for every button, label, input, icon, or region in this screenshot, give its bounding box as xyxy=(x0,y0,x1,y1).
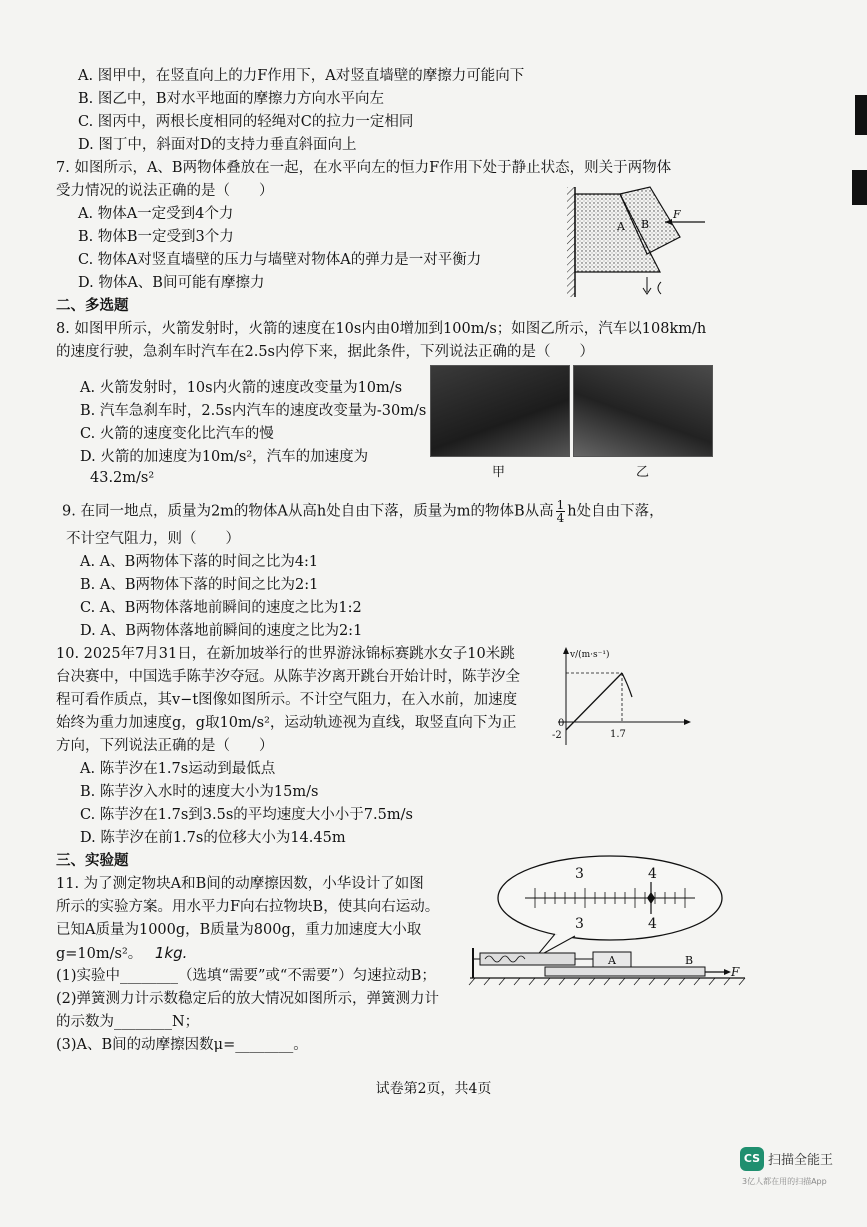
camscanner-logo: CS xyxy=(740,1147,764,1171)
q9-stem-text: 9. 在同一地点，质量为2m的物体A从高h处自由下落，质量为m的物体B从高 xyxy=(62,503,554,520)
q10-stem-line2: 台决赛中，中国选手陈芋汐夺冠。从陈芋汐离开跳台开始计时，陈芋汐全 xyxy=(56,669,520,685)
q7-figure xyxy=(565,182,715,300)
q9-fraction xyxy=(556,499,566,524)
q10-y-tick-label: -2 xyxy=(552,730,562,741)
q8-stem-line1: 8. 如图甲所示，火箭发射时，火箭的速度在10s内由0增加到100m/s；如图乙所示，汽车以108km/h xyxy=(56,321,707,337)
q10-stem-line1: 10. 2025年7月31日，在新加坡举行的世界游泳锦标赛跳水女子10米跳 xyxy=(56,646,515,662)
q10-stem-line3: 程可看作质点，其v−t图像如图所示。不计空气阻力，在入水前，加速度 xyxy=(56,692,518,708)
q9-stem-line1 xyxy=(62,499,664,524)
q10-stem-line4: 始终为重力加速度g，g取10m/s²，运动轨迹视为直线，取竖直向下为正 xyxy=(56,715,517,731)
q9-option-d: D. A、B两物体落地前瞬间的速度之比为2:1 xyxy=(80,623,363,639)
q8-caption-right: 乙 xyxy=(636,465,650,480)
q11-scale-bot-right: 4 xyxy=(648,916,657,932)
q9-option-c: C. A、B两物体落地前瞬间的速度之比为1:2 xyxy=(80,600,362,616)
q7-label-b: B xyxy=(641,218,650,231)
q9-stem-text-end: h处自由下落， xyxy=(567,503,664,520)
camscanner-name: 扫描全能王 xyxy=(768,1153,834,1168)
q7-label-a: A xyxy=(617,220,625,233)
q6-option-c: C. 图丙中，两根长度相同的轻绳对C的拉力一定相同 xyxy=(78,114,414,130)
q11-subquestion-1: (1)实验中________（选填“需要”或“不需要”）匀速拉动B； xyxy=(56,968,436,984)
q11-gravity-text: g=10m/s²。 xyxy=(56,946,143,962)
q10-option-a: A. 陈芋汐在1.7s运动到最低点 xyxy=(80,761,276,777)
q11-stem-line3: 已知A质量为1000g，B质量为800g，重力加速度大小取 xyxy=(56,922,422,938)
q8-rocket-photo xyxy=(430,365,570,457)
q6-option-d: D. 图丁中，斜面对D的支持力垂直斜面向上 xyxy=(78,137,357,153)
q8-option-b: B. 汽车急刹车时，2.5s内汽车的速度改变量为-30m/s xyxy=(80,403,427,419)
q11-label-a: A xyxy=(608,954,616,967)
q7-option-c: C. 物体A对竖直墙壁的压力与墙壁对物体A的弹力是一对平衡力 xyxy=(78,252,482,268)
q11-subquestion-2: (2)弹簧测力计示数稳定后的放大情况如图所示，弹簧测力计 xyxy=(56,991,440,1007)
q8-car-photo xyxy=(573,365,713,457)
q10-stem-line5: 方向，下列说法正确的是（ ） xyxy=(56,738,274,754)
q11-stem-line4 xyxy=(56,943,187,964)
q7-stem-line1: 7. 如图所示，A、B两物体叠放在一起，在水平向左的恒力F作用下处于静止状态，则关于两物体 xyxy=(56,160,672,176)
q8-option-a: A. 火箭发射时，10s内火箭的速度改变量为10m/s xyxy=(80,380,403,396)
q10-option-c: C. 陈芋汐在1.7s到3.5s的平均速度大小小于7.5m/s xyxy=(80,807,413,823)
q6-option-a: A. 图甲中，在竖直向上的力F作用下，A对竖直墙壁的摩擦力可能向下 xyxy=(78,68,525,84)
q10-y-axis-label: v/(m·s⁻¹) xyxy=(570,650,610,660)
q10-option-d: D. 陈芋汐在前1.7s的位移大小为14.45m xyxy=(80,830,346,846)
q11-subquestion-3: (3)A、B间的动摩擦因数μ=________。 xyxy=(56,1037,308,1053)
q11-scale-top-left: 3 xyxy=(575,866,584,882)
q11-label-f: F xyxy=(731,965,740,979)
q7-option-b: B. 物体B一定受到3个力 xyxy=(78,229,234,245)
scan-edge-bar-bottom xyxy=(852,170,867,205)
q10-origin-label: 0 xyxy=(558,718,565,729)
q10-x-tick-label: 1.7 xyxy=(610,729,626,740)
q9-option-b: B. A、B两物体下落的时间之比为2:1 xyxy=(80,577,319,593)
q11-stem-line2: 所示的实验方案。用水平力F向右拉物块B，使其向右运动。 xyxy=(56,899,440,915)
q8-option-d: D. 火箭的加速度为10m/s²，汽车的加速度为 xyxy=(80,449,369,465)
q8-option-c: C. 火箭的速度变化比汽车的慢 xyxy=(80,426,274,442)
q6-option-b: B. 图乙中，B对水平地面的摩擦力方向水平向左 xyxy=(78,91,385,107)
page-footer: 试卷第2页，共4页 xyxy=(375,1081,492,1097)
q7-stem-line2: 受力情况的说法正确的是（ ） xyxy=(56,183,274,199)
q9-option-a: A. A、B两物体下落的时间之比为4:1 xyxy=(80,554,319,570)
q8-caption-left: 甲 xyxy=(492,465,506,480)
q7-option-d: D. 物体A、B间可能有摩擦力 xyxy=(78,275,265,291)
camscanner-tagline: 3亿人都在用的扫描App xyxy=(742,1177,827,1186)
scan-edge-bar-top xyxy=(855,95,867,135)
q7-option-a: A. 物体A一定受到4个力 xyxy=(78,206,234,222)
q11-subquestion-2-cont: 的示数为________N； xyxy=(56,1014,200,1030)
section-multi-choice: 二、多选题 xyxy=(56,297,129,314)
q9-fraction-den: 4 xyxy=(556,511,565,525)
q7-label-f: F xyxy=(673,208,681,221)
q11-stem-line1: 11. 为了测定物块A和B间的动摩擦因数，小华设计了如图 xyxy=(56,876,424,892)
q8-option-d-cont: 43.2m/s² xyxy=(90,470,155,486)
q10-vt-graph xyxy=(548,645,698,755)
section-experiment-visible: 三、实验题 xyxy=(56,852,129,869)
q8-stem-line2: 的速度行驶，急刹车时汽车在2.5s内停下来，据此条件，下列说法正确的是（ ） xyxy=(56,344,594,360)
q9-fraction-num: 1 xyxy=(556,498,565,512)
q11-scale-bot-left: 3 xyxy=(575,916,584,932)
q11-apparatus-figure xyxy=(465,848,755,998)
q11-scale-top-right: 4 xyxy=(648,866,657,882)
q10-option-b: B. 陈芋汐入水时的速度大小为15m/s xyxy=(80,784,319,800)
q9-stem-line2: 不计空气阻力，则（ ） xyxy=(66,531,240,547)
q11-label-b: B xyxy=(685,954,694,967)
q11-handwritten-note: 1kg. xyxy=(154,944,188,962)
